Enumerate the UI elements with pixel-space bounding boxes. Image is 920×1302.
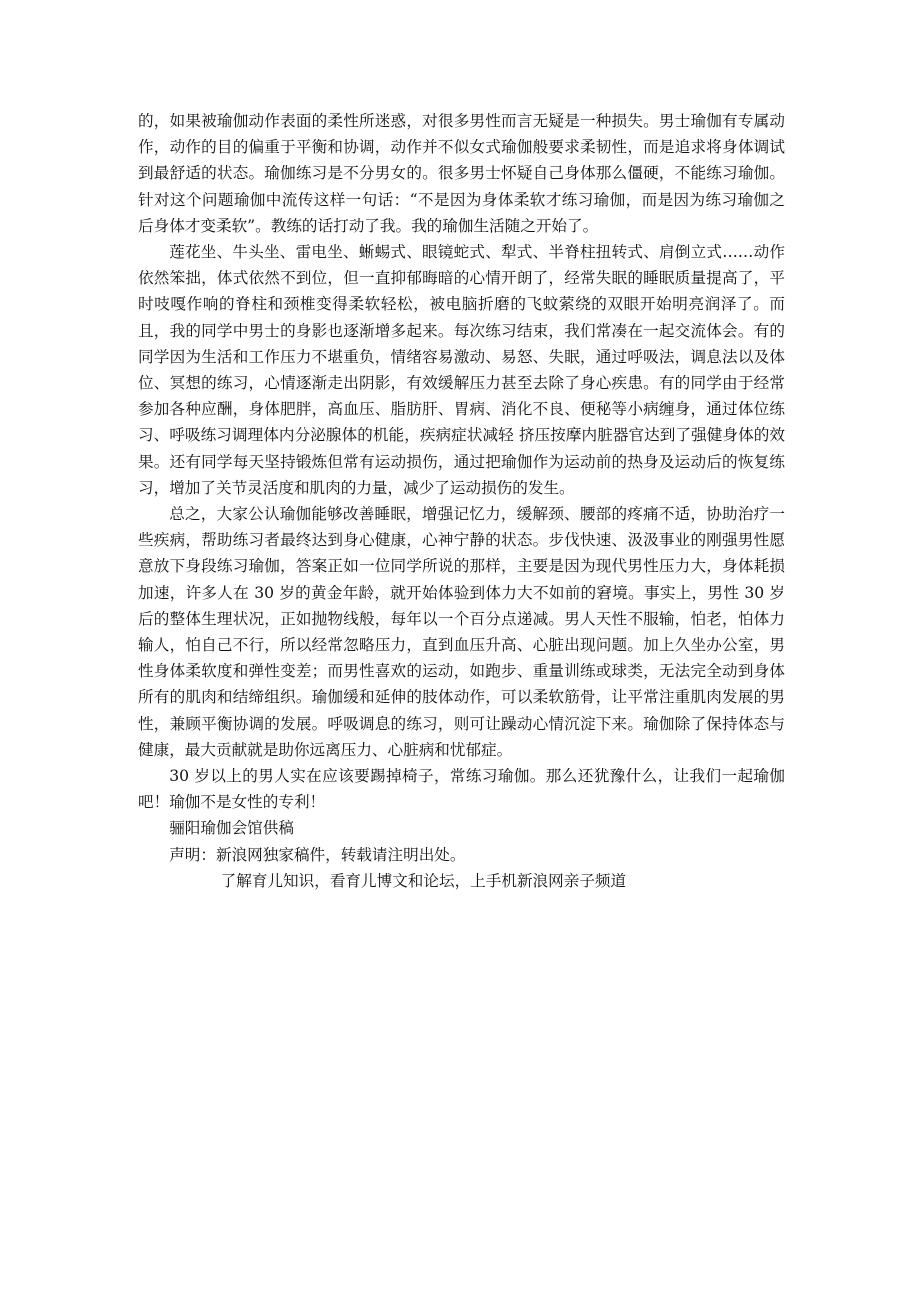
paragraph-4: 30 岁以上的男人实在应该要踢掉椅子，常练习瑜伽。那么还犹豫什么，让我们一起瑜伽吧！瑜伽不是女性的专利！ bbox=[138, 767, 785, 812]
promo-line: 了解育儿知识，看育儿博文和论坛，上手机新浪网亲子频道 bbox=[220, 871, 627, 890]
copyright-statement: 声明：新浪网独家稿件，转载请注明出处。 bbox=[169, 845, 466, 864]
paragraph-3: 总之，大家公认瑜伽能够改善睡眠，增强记忆力，缓解颈、腰部的疼痛不适，协助治疗一些疾病，帮助练习者最终达到身心健康，心神宁静的状态。步伐快速、汲汲事业的刚强男性愿意放下身段练习瑜伽，答案正如一位同学所说的那样，主要是因为现代男性压力大，身体耗损加速，许多人在 30 岁的黄金年龄，就开始体验到体力大不如前的窘境。事实上，男性 30 岁后的整体生理状况，正如抛物线般，每年以一个百分点递减。男人天性不服输，怕老，怕体力输人，怕自己不行，所以经常忽略压力，直到血压升高、心脏出现问题。加上久坐办公室，男性身体柔软度和弹性变差；而男性喜欢的运动，如跑步、重量训练或球类，无法完全动到身体所有的肌肉和结缔组织。瑜伽缓和延伸的肢体动作，可以柔软筋骨，让平常注重肌肉发展的男性，兼顾平衡协调的发展。呼吸调息的练习，则可让躁动心情沉淀下来。瑜伽除了保持体态与健康，最大贡献就是助你远离压力、心脏病和忧郁症。 bbox=[138, 505, 785, 759]
paragraph-2: 莲花坐、牛头坐、雷电坐、蜥蜴式、眼镜蛇式、犁式、半脊柱扭转式、肩倒立式……动作依然笨拙，体式依然不到位，但一直抑郁晦暗的心情开朗了，经常失眠的睡眠质量提高了，平时吱嘎作响的脊柱和颈椎变得柔软轻松，被电脑折磨的飞蚊萦绕的双眼开始明亮润泽了。而且，我的同学中男士的身影也逐渐增多起来。每次练习结束，我们常凑在一起交流体会。有的同学因为生活和工作压力不堪重负，情绪容易激动、易怒、失眠，通过呼吸法，调息法以及体位、冥想的练习，心情逐渐走出阴影，有效缓解压力甚至去除了身心疾患。有的同学由于经常参加各种应酬，身体肥胖，高血压、脂肪肝、胃病、消化不良、便秘等小病缠身，通过体位练习、呼吸练习调理体内分泌腺体的机能，疾病症状减轻 挤压按摩内脏器官达到了强健身体的效果。还有同学每天坚持锻炼但常有运动损伤，通过把瑜伽作为运动前的热身及运动后的恢复练习，增加了关节灵活度和肌肉的力量，减少了运动损伤的发生。 bbox=[138, 243, 785, 497]
source-credit: 骊阳瑜伽会馆供稿 bbox=[169, 819, 294, 838]
document-body bbox=[138, 108, 785, 894]
paragraph-1: 的，如果被瑜伽动作表面的柔性所迷惑，对很多男性而言无疑是一种损失。男士瑜伽有专属动作，动作的目的偏重于平衡和协调，动作并不似女式瑜伽般要求柔韧性，而是追求将身体调试到最舒适的状态。瑜伽练习是不分男女的。很多男士怀疑自己身体那么僵硬，不能练习瑜伽。针对这个问题瑜伽中流传这样一句话：“不是因为身体柔软才练习瑜伽，而是因为练习瑜伽之后身体才变柔软”。教练的话打动了我。我的瑜伽生活随之开始了。 bbox=[138, 112, 785, 235]
